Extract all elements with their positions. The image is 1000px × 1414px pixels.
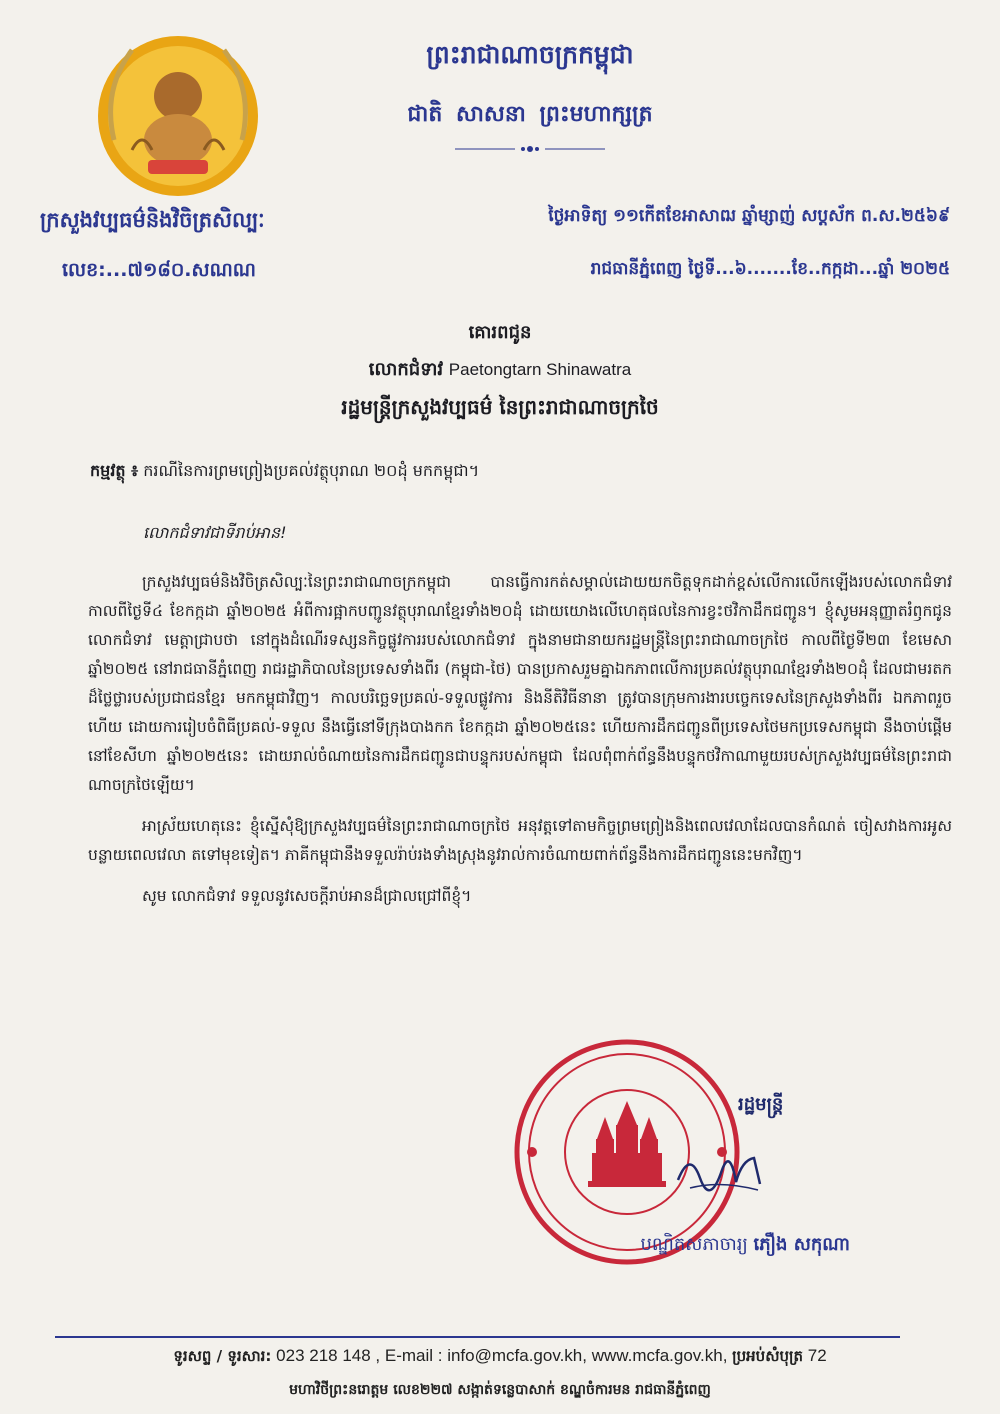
signer-rank: បណ្ឌិតសភាចារ្យ <box>640 1234 748 1255</box>
salutation: លោកជំទាវជាទីរាប់អាន! <box>143 523 287 542</box>
national-motto: ជាតិ សាសនា ព្រះមហាក្សត្រ <box>407 102 653 127</box>
recipient-name: Paetongtarn Shinawatra <box>448 360 632 379</box>
reference-number: លេខ:...៧១៨០.សណណ <box>62 259 256 281</box>
footer-divider <box>55 1336 900 1338</box>
body-paragraph-2: អាស្រ័យហេតុនេះ ខ្ញុំស្នើសុំឱ្យក្រសួងវប្បធម៌នៃព្រះរាជាណាចក្រថៃ អនុវត្តទៅតាមកិច្ចព្រមព្រៀងនិងពេលវេលាដែលបានកំណត់ ចៀសវាងការអូសបន្លាយពេលវេលា តទៅមុខទៀត។ ភាគីកម្ពុជានឹងទទួលរ៉ាប់រងទាំងស្រុងនូវរាល់ការចំណាយពាក់ព័ន្ធនឹងការដឹកជញ្ជូននេះមកវិញ។ <box>88 817 952 864</box>
signer-title: រដ្ឋមន្ត្រី <box>738 1094 784 1115</box>
subject-label: កម្មវត្ថុ ៖ <box>90 461 139 480</box>
to-label: គោរពជូន <box>468 322 532 343</box>
po-box-number: 72 <box>807 1346 827 1365</box>
solar-date: រាជធានីភ្នំពេញ ថ្ងៃទី...៦.......ខែ..កក្កដា...ឆ្នាំ ២០២៥ <box>590 259 950 279</box>
letter-body <box>88 568 952 923</box>
ministry-logo-icon <box>92 30 264 202</box>
footer-contact <box>0 1346 1000 1369</box>
body-paragraph-1: ក្រសួងវប្បធម៌និងវិចិត្រសិល្បៈនៃព្រះរាជាណាចក្រកម្ពុជា បានធ្វើការកត់សម្គាល់ដោយយកចិត្តទុកដាក់ខ្ពស់លើការលើកឡើងរបស់លោកជំទាវ កាលពីថ្ងៃទី៤ ខែកក្កដា ឆ្នាំ២០២៥ អំពីការផ្អាកបញ្ជូនវត្ថុបុរាណខ្មែរទាំង២០ដុំ ដោយយោងលើហេតុផលនៃការខ្វះថវិកាដឹកជញ្ជូន។ ខ្ញុំសូមអនុញ្ញាតរំឭកជូន លោកជំទាវ មេត្តាជ្រាបថា នៅក្នុងដំណើរទស្សនកិច្ចផ្លូវការរបស់លោកជំទាវ ក្នុងនាមជានាយករដ្ឋមន្ត្រីនៃព្រះរាជាណាចក្រថៃ កាលពីថ្ងៃទី២៣ ខែមេសា ឆ្នាំ២០២៥ នៅរាជធានីភ្នំពេញ រាជរដ្ឋាភិបាលនៃប្រទេសទាំងពីរ (កម្ពុជា-ថៃ) បានប្រកាសរួមគ្នាឯកភាពលើការប្រគល់វត្ថុបុរាណខ្មែរទាំង២០ដុំ ដែលជាមរតកដ៏ថ្លៃថ្លារបស់ប្រជាជនខ្មែរ មកកម្ពុជាវិញ។ កាលបរិច្ឆេទប្រគល់-ទទួលផ្លូវការ និងនីតិវិធីនានា ត្រូវបានក្រុមការងារបច្ចេកទេសនៃក្រសួងទាំងពីរ ឯកភាពរួចហើយ ដោយការរៀបចំពិធីប្រគល់-ទទួល នឹងធ្វើនៅទីក្រុងបាងកក ខែកក្កដា ឆ្នាំ២០២៥នេះ ហើយការដឹកជញ្ជូនពីប្រទេសថៃមកប្រទេសកម្ពុជា នឹងចាប់ផ្តើមនៅខែសីហា ឆ្នាំ២០២៥នេះ ដោយរាល់ចំណាយនៃការដឹកជញ្ជូនជាបន្ទុករបស់កម្ពុជា ដែលពុំពាក់ព័ន្ធនឹងបន្ទុកថវិកាណាមួយរបស់ក្រសួងវប្បធម៌នៃព្រះរាជាណាចក្រថៃឡើយ។ <box>88 573 952 794</box>
kingdom-heading: ព្រះរាជាណាចក្រកម្ពុជា <box>426 40 634 69</box>
po-box-label: ប្រអប់សំបុត្រ <box>732 1347 803 1365</box>
recipient-honorific: លោកជំទាវ <box>368 359 444 380</box>
subject-line <box>90 460 950 484</box>
subject-text: ករណីនៃការព្រមព្រៀងប្រគល់វត្ថុបុរាណ ២០ដុំ មកកម្ពុជា។ <box>143 461 480 480</box>
closing-line: សូម លោកជំទាវ ទទួលនូវសេចក្តីរាប់អានដ៏ជ្រាលជ្រៅពីខ្ញុំ។ <box>142 887 472 905</box>
contact-label: ទូរសព្ទ / ទូរសារ: <box>173 1347 272 1365</box>
recipient-position: រដ្ឋមន្ត្រីក្រសួងវប្បធម៌ នៃព្រះរាជាណាចក្រថៃ <box>341 395 659 419</box>
footer-address: មហាវិថីព្រះនរោត្តម លេខ២២៧ សង្កាត់ទន្លេបាសាក់ ខណ្ឌចំការមន រាជធានីភ្នំពេញ <box>289 1382 711 1398</box>
ornament-divider-icon <box>455 142 605 156</box>
signer-name-line <box>640 1232 850 1259</box>
ministry-name: ក្រសួងវប្បធម៌និងវិចិត្រសិល្បៈ <box>40 208 265 232</box>
signer-name: ភឿង សកុណា <box>753 1234 850 1255</box>
contact-details: 023 218 148 , E-mail : info@mcfa.gov.kh, www.mcfa.gov.kh, <box>276 1346 728 1365</box>
recipient <box>0 357 1000 384</box>
handwritten-signature-icon <box>670 1140 770 1200</box>
addressee-block <box>0 320 1000 424</box>
lunar-date: ថ្ងៃអាទិត្យ ១១កើតខែអាសាឍ ឆ្នាំម្សាញ់ សប្តស័ក ព.ស.២៥៦៩ <box>548 206 950 226</box>
